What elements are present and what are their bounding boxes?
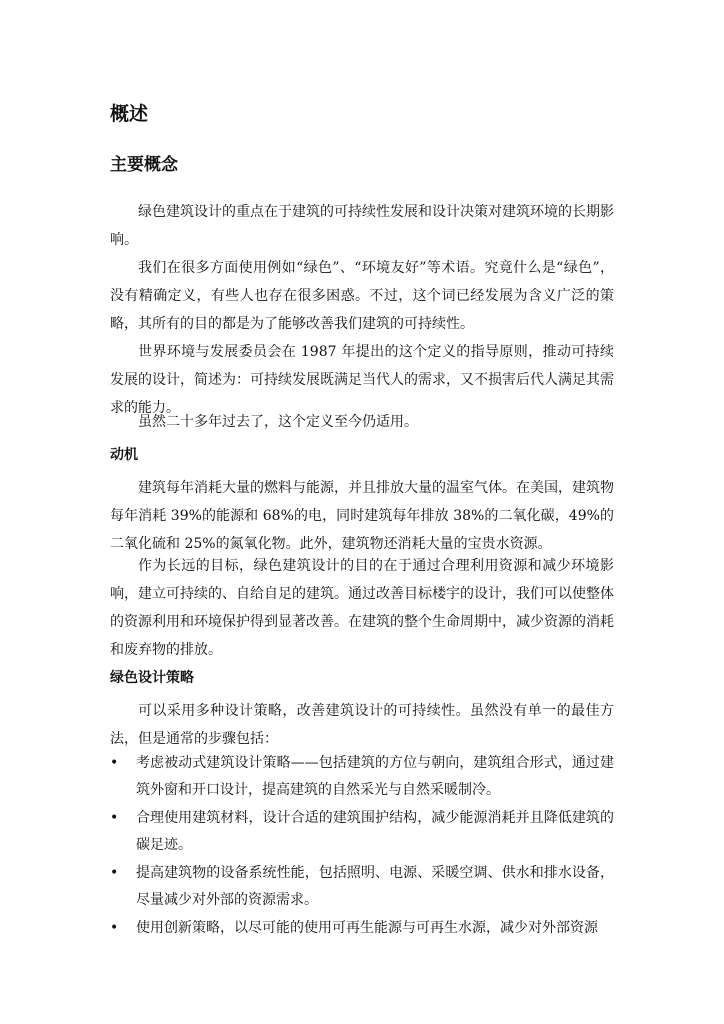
list-item-text: 考虑被动式建筑设计策略——包括建筑的方位与朝向，建筑组合形式，通过建筑外窗和开口设计，提高建筑的自然采光与自然采暖制冷。 [136, 755, 614, 798]
strategy-intro-paragraph: 可以采用多种设计策略，改善建筑设计的可持续性。虽然没有单一的最佳方法，但是通常的步骤包括： [110, 703, 614, 747]
concepts-paragraph-3: 世界环境与发展委员会在 1987 年提出的这个定义的指导原则，推动可持续发展的设计，简述为：可持续发展既满足当代人的需求，又不损害后代人满足其需求的能力。 [110, 344, 614, 416]
concepts-paragraph-1: 绿色建筑设计的重点在于建筑的可持续性发展和设计决策对建筑环境的长期影响。 [110, 204, 614, 248]
list-item [110, 860, 614, 914]
strategy-bullet-list [110, 750, 614, 942]
list-item [110, 805, 614, 859]
motivation-paragraph-1: 建筑每年消耗大量的燃料与能源，并且排放大量的温室气体。在美国，建筑物每年消耗 39%的能源和 68%的电，同时建筑每年排放 38%的二氧化碳，49%的二氧化硫和 25%的氮氧化物。此外，建筑物还消耗大量的宝贵水资源。 [110, 480, 614, 552]
list-item [110, 915, 614, 942]
bullet-icon: • [110, 865, 119, 881]
heading-green-design-strategy: 绿色设计策略 [110, 670, 194, 686]
bullet-icon: • [110, 810, 119, 826]
concepts-paragraph-2: 我们在很多方面使用例如“绿色”、“环境友好”等术语。究竟什么是“绿色”，没有精确定义，有些人也存在很多困惑。不过，这个词已经发展为含义广泛的策略，其所有的目的都是为了能够改善我们建筑的可持续性。 [110, 260, 614, 332]
heading-main-concepts: 主要概念 [110, 155, 178, 175]
list-item-text: 合理使用建筑材料，设计合适的建筑围护结构，减少能源消耗并且降低建筑的碳足迹。 [136, 810, 614, 853]
heading-overview: 概述 [110, 103, 149, 125]
list-item [110, 750, 614, 804]
concepts-paragraph-4: 虽然二十多年过去了，这个定义至今仍适用。 [138, 414, 418, 430]
list-item-text: 使用创新策略，以尽可能的使用可再生能源与可再生水源，减少对外部资源 [136, 920, 598, 936]
motivation-paragraph-2: 作为长远的目标，绿色建筑设计的目的在于通过合理利用资源和减少环境影响，建立可持续的、自给自足的建筑。通过改善目标楼宇的设计，我们可以使整体的资源利用和环境保护得到显著改善。在建筑的整个生命周期中，减少资源的消耗和废弃物的排放。 [110, 558, 614, 658]
bullet-icon: • [110, 920, 119, 936]
bullet-icon: • [110, 755, 119, 771]
heading-motivation: 动机 [110, 447, 138, 463]
list-item-text: 提高建筑物的设备系统性能，包括照明、电源、采暖空调、供水和排水设备，尽量减少对外部的资源需求。 [136, 865, 614, 908]
